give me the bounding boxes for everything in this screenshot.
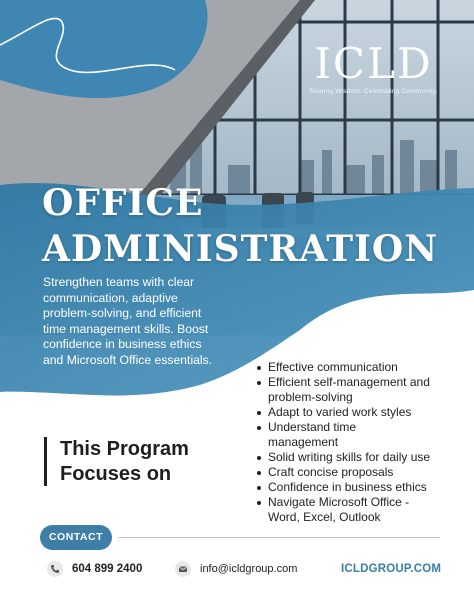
list-item (256, 465, 456, 480)
intro-line: confidence in business ethics (43, 337, 202, 352)
list-item-text: Word, Excel, Outlook (268, 510, 381, 524)
program-heading-line-2: Focuses on (60, 462, 172, 485)
list-item (256, 360, 456, 375)
brand-logo-block (306, 39, 441, 95)
envelope-icon (175, 561, 191, 577)
intro-line: communication, adaptive (43, 290, 178, 305)
list-item-text: Craft concise proposals (268, 465, 394, 479)
page-title (42, 180, 438, 272)
email-address: info@icldgroup.com (200, 563, 298, 575)
title-line-2: ADMINISTRATION (42, 228, 439, 270)
phone-icon (47, 561, 63, 577)
title-line-1: OFFICE (42, 182, 204, 224)
brand-logo: ICLD (314, 39, 433, 88)
program-heading (44, 437, 189, 486)
list-item-text: Effective communication (268, 360, 398, 374)
intro-line: and Microsoft Office essentials. (43, 352, 213, 367)
list-item-text: Solid writing skills for daily use (268, 450, 431, 464)
phone-number: 604 899 2400 (72, 563, 143, 575)
intro-line: problem-solving, and efficient (43, 306, 202, 321)
intro-line: time management skills. Boost (43, 321, 209, 336)
focus-list (256, 360, 456, 525)
website-link[interactable]: ICLDGROUP.COM (341, 563, 442, 575)
list-item (256, 420, 456, 450)
brand-tagline: Sharing Wisdom. Celebrating Community. (309, 88, 438, 95)
phone-contact[interactable] (47, 561, 142, 577)
email-contact[interactable] (175, 561, 297, 577)
list-item (256, 495, 456, 525)
intro-line: Strengthen teams with clear (43, 275, 195, 289)
intro-paragraph (43, 275, 275, 369)
list-item-text: Understand time (268, 420, 357, 434)
list-item (256, 450, 456, 465)
program-heading-line-1: This Program (60, 438, 189, 460)
contact-button[interactable]: CONTACT (40, 525, 112, 550)
list-item-text: Efficient self-management and (268, 375, 430, 389)
list-item (256, 375, 456, 405)
list-item (256, 405, 456, 420)
list-item (256, 480, 456, 495)
list-item-text: Navigate Microsoft Office - (268, 495, 410, 509)
list-item-text: problem-solving (268, 390, 353, 404)
footer-divider (118, 537, 440, 538)
list-item-text: Confidence in business ethics (268, 480, 427, 494)
list-item-text: Adapt to varied work styles (268, 405, 412, 419)
list-item-text: management (268, 435, 339, 449)
